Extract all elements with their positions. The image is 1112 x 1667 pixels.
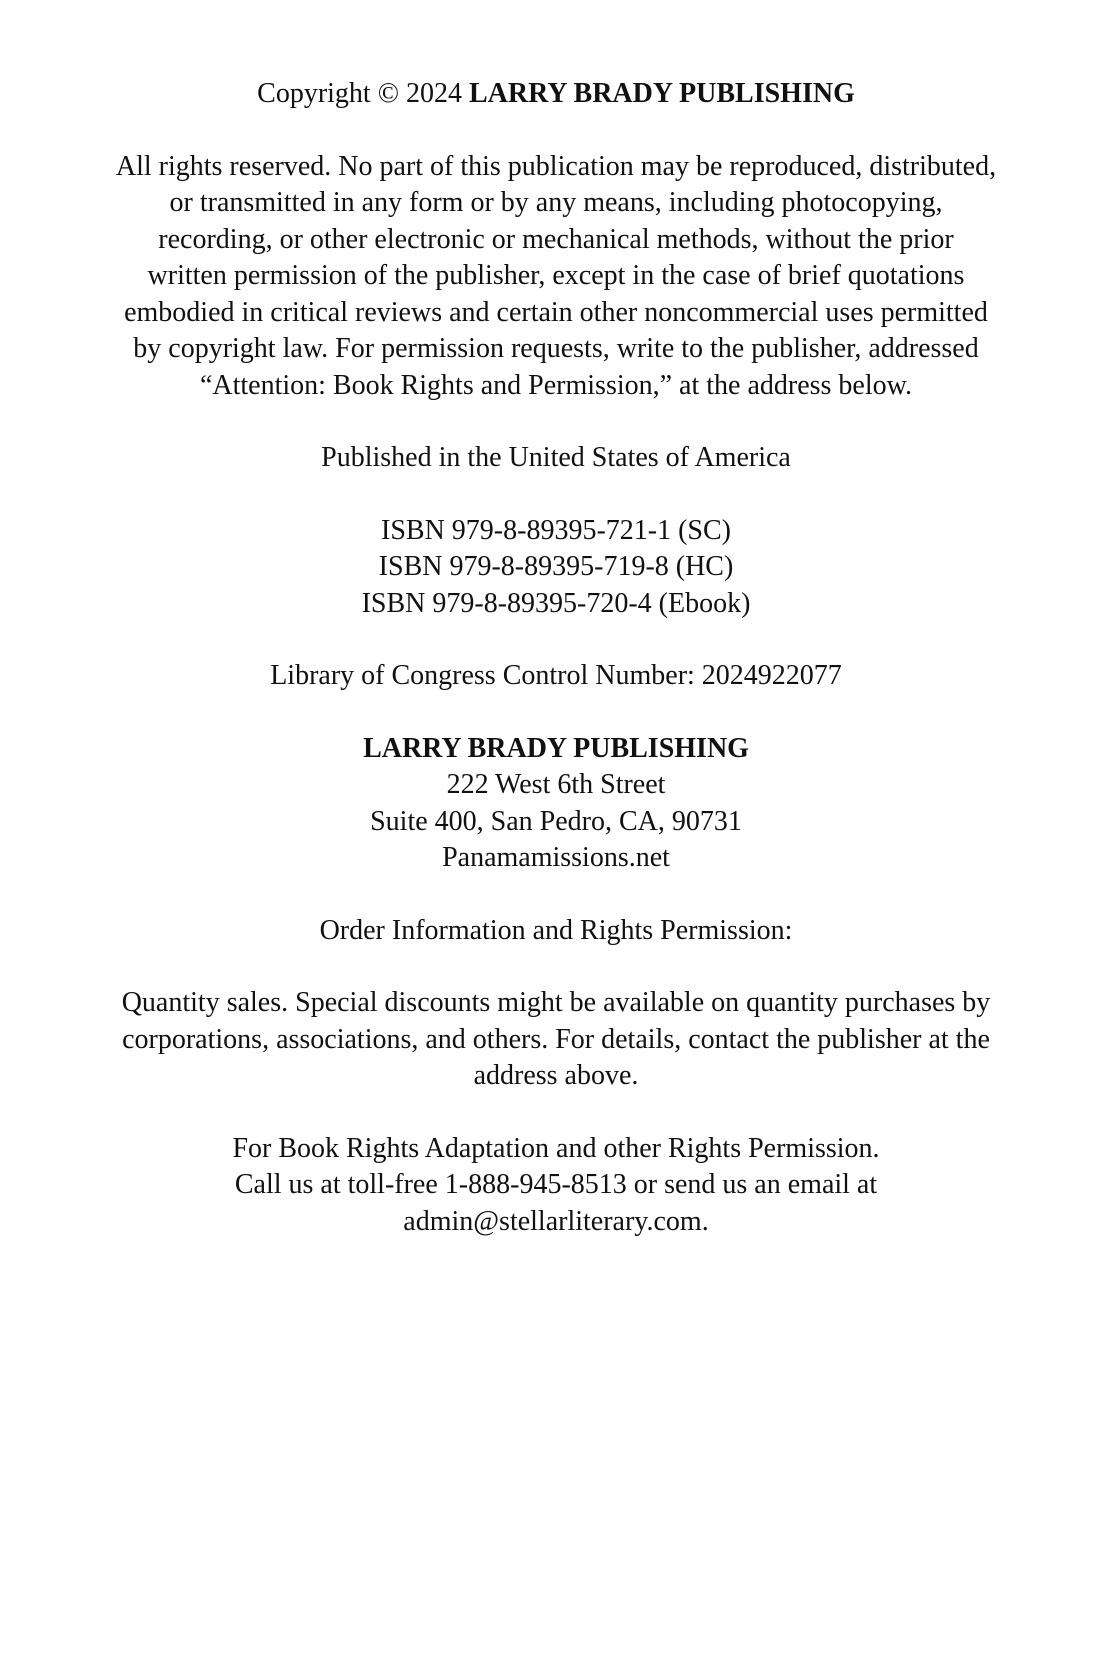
isbn-hc: ISBN 979-8-89395-719-8 (HC) xyxy=(378,551,734,582)
rights-line: All rights reserved. No part of this publication may be reproduced, distributed, xyxy=(115,150,997,182)
rights-line: embodied in critical reviews and certain other noncommercial uses permitted xyxy=(124,296,988,328)
address-city: Suite 400, San Pedro, CA, 90731 xyxy=(370,805,742,837)
isbn-list xyxy=(60,513,1052,623)
isbn-ebook: ISBN 979-8-89395-720-4 (Ebook) xyxy=(361,587,751,619)
isbn-sc: ISBN 979-8-89395-721-1 (SC) xyxy=(381,514,731,546)
contact-email: admin@stellarliterary.com. xyxy=(403,1205,709,1237)
publisher-name: LARRY BRADY PUBLISHING xyxy=(363,732,749,764)
rights-paragraph xyxy=(60,149,1052,405)
rights-line: by copyright law. For permission requests, write to the publisher, addressed xyxy=(133,333,979,364)
rights-line: “Attention: Book Rights and Permission,” at the address below. xyxy=(199,369,913,401)
quantity-line: corporations, associations, and others. For details, contact the publisher at the xyxy=(122,1023,990,1055)
copyright-line xyxy=(60,76,1052,113)
rights-line: written permission of the publisher, except in the case of brief quotations xyxy=(147,260,965,291)
copyright-publisher: LARRY BRADY PUBLISHING xyxy=(468,78,855,109)
rights-line: recording, or other electronic or mechanical methods, without the prior xyxy=(158,223,954,255)
copyright-prefix: Copyright © 2024 xyxy=(257,78,469,109)
contact-line: Call us at toll-free 1-888-945-8513 or send us an email at xyxy=(234,1169,878,1200)
order-heading: Order Information and Rights Permission: xyxy=(319,914,793,946)
address-street: 222 West 6th Street xyxy=(446,769,666,800)
contact-paragraph xyxy=(60,1131,1052,1241)
lccn: Library of Congress Control Number: 2024922077 xyxy=(270,660,842,691)
quantity-line: Quantity sales. Special discounts might be available on quantity purchases by xyxy=(121,987,991,1018)
quantity-line: address above. xyxy=(473,1060,639,1091)
contact-line: For Book Rights Adaptation and other Rights Permission. xyxy=(232,1132,880,1164)
published-in: Published in the United States of America xyxy=(321,442,791,473)
rights-line: or transmitted in any form or by any means, including photocopying, xyxy=(169,187,943,218)
publisher-address xyxy=(60,731,1052,877)
quantity-paragraph xyxy=(60,985,1052,1095)
publisher-website: Panamamissions.net xyxy=(442,842,670,873)
